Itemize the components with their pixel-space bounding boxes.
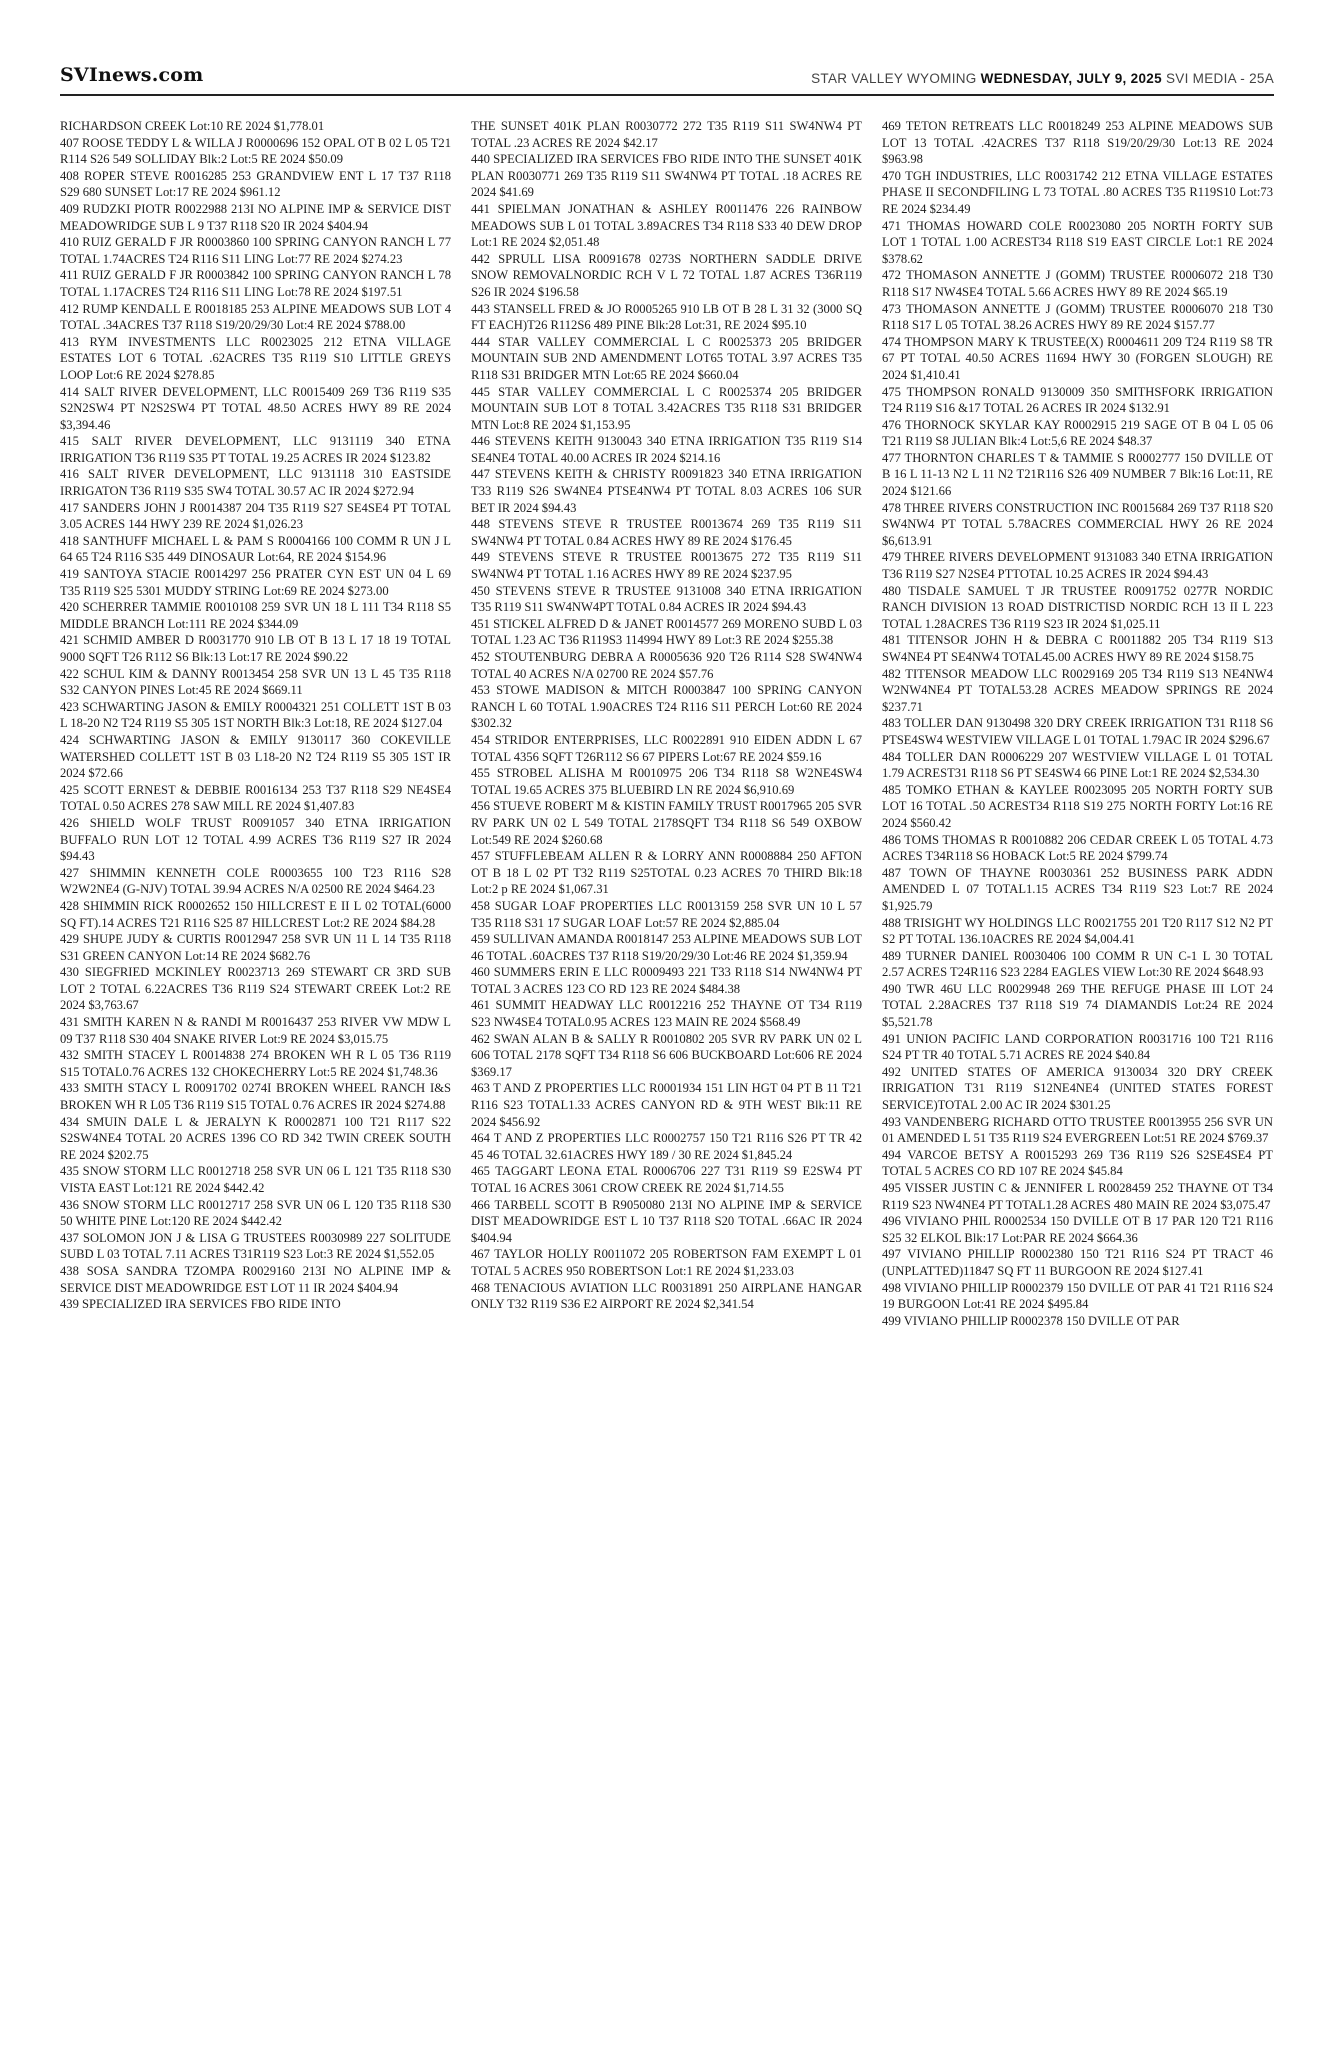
notice-entry: 467 TAYLOR HOLLY R0011072 205 ROBERTSON FAM EXEMPT L 01 TOTAL 5 ACRES 950 ROBERTSON Lot:1 RE 2024 $1,233.03 — [471, 1247, 862, 1278]
notice-entry: 408 ROPER STEVE R0016285 253 GRANDVIEW ENT L 17 T37 R118 S29 680 SUNSET Lot:17 RE 2024 $961.12 — [60, 168, 451, 200]
notice-entry: 432 SMITH STACEY L R0014838 274 BROKEN WH R L 05 T36 R119 S15 TOTAL0.76 ACRES 132 CHOKECHERRY Lot:5 RE 2024 $1,748.36 — [60, 1048, 451, 1079]
notice-entry: 490 TWR 46U LLC R0029948 269 THE REFUGE PHASE III LOT 24 TOTAL 2.28ACRES T37 R118 S19 74 DIAMANDIS Lot:24 RE 2024 $5,521.78 — [882, 981, 1273, 1030]
notice-entry: 414 SALT RIVER DEVELOPMENT, LLC R0015409 269 T36 R119 S35 S2N2SW4 PT N2S2SW4 PT TOTAL 48.50 ACRES HWY 89 RE 2024 $3,394.46 — [60, 384, 451, 432]
notice-entry: 495 VISSER JUSTIN C & JENNIFER L R0028459 252 THAYNE OT T34 R119 S23 NW4NE4 PT TOTAL1.28 ACRES 480 MAIN RE 2024 $3,075.47 — [882, 1181, 1273, 1212]
notice-entry: 423 SCHWARTING JASON & EMILY R0004321 251 COLLETT 1ST B 03 L 18-20 N2 T24 R119 S5 305 1ST NORTH Blk:3 Lot:18, RE 2024 $127.04 — [60, 699, 451, 731]
notice-entry: 438 SOSA SANDRA TZOMPA R0029160 213I NO ALPINE IMP & SERVICE DIST MEADOWRIDGE EST LOT 11 IR 2024 $404.94 — [60, 1263, 451, 1295]
notice-entry: 422 SCHUL KIM & DANNY R0013454 258 SVR UN 13 L 45 T35 R118 S32 CANYON PINES Lot:45 RE 2024 $669.11 — [60, 666, 451, 698]
notice-entry: 487 TOWN OF THAYNE R0030361 252 BUSINESS PARK ADDN AMENDED L 07 TOTAL1.15 ACRES T34 R119 S23 Lot:7 RE 2024 $1,925.79 — [882, 865, 1273, 913]
notice-entry: 486 TOMS THOMAS R R0010882 206 CEDAR CREEK L 05 TOTAL 4.73 ACRES T34R118 S6 HOBACK Lot:5 RE 2024 $799.74 — [882, 832, 1273, 864]
notice-entry: 492 UNITED STATES OF AMERICA 9130034 320 DRY CREEK IRRIGATION T31 R119 S12NE4NE4 (UNITED STATES FOREST SERVICE)TOTAL 2.00 AC IR 2024 $301.25 — [882, 1064, 1273, 1113]
notice-entry: 412 RUMP KENDALL E R0018185 253 ALPINE MEADOWS SUB LOT 4 TOTAL .34ACRES T37 R118 S19/20/29/30 Lot:4 RE 2024 $788.00 — [60, 301, 451, 333]
notice-entry: 417 SANDERS JOHN J R0014387 204 T35 R119 S27 SE4SE4 PT TOTAL 3.05 ACRES 144 HWY 239 RE 2024 $1,026.23 — [60, 500, 451, 532]
notice-entry: 456 STUEVE ROBERT M & KISTIN FAMILY TRUST R0017965 205 SVR RV PARK UN 02 L 549 TOTAL 2178SQFT T34 R118 S6 549 OXBOW Lot:549 RE 2024 $260.68 — [471, 799, 862, 847]
notice-entry: 473 THOMASON ANNETTE J (GOMM) TRUSTEE R0006070 218 T30 R118 S17 L 05 TOTAL 38.26 ACRES HWY 89 RE 2024 $157.77 — [882, 301, 1273, 333]
notice-entry: 451 STICKEL ALFRED D & JANET R0014577 269 MORENO SUBD L 03 TOTAL 1.23 AC T36 R119S3 114994 HWY 89 Lot:3 RE 2024 $255.38 — [471, 616, 862, 648]
notice-entry: 458 SUGAR LOAF PROPERTIES LLC R0013159 258 SVR UN 10 L 57 T35 R118 S31 17 SUGAR LOAF Lot:57 RE 2024 $2,885.04 — [471, 898, 862, 930]
notice-entry: 469 TETON RETREATS LLC R0018249 253 ALPINE MEADOWS SUB LOT 13 TOTAL .42ACRES T37 R118 S19/20/29/30 Lot:13 RE 2024 $963.98 — [882, 119, 1273, 167]
notice-entry: 463 T AND Z PROPERTIES LLC R0001934 151 LIN HGT 04 PT B 11 T21 R116 S23 TOTAL1.33 ACRES CANYON RD & 9TH WEST Blk:11 RE 2024 $456.92 — [471, 1081, 862, 1129]
notice-entry: 480 TISDALE SAMUEL T JR TRUSTEE R0091752 0277R NORDIC RANCH DIVISION 13 ROAD DISTRICTISD NORDIC RCH 13 II L 223 TOTAL 1.28ACRES T36 R119 S23 IR 2024 $1,025.11 — [882, 583, 1273, 631]
notice-entry: 499 VIVIANO PHILLIP R0002378 150 DVILLE OT PAR — [882, 1313, 1180, 1328]
notice-entry: 445 STAR VALLEY COMMERCIAL L C R0025374 205 BRIDGER MOUNTAIN SUB LOT 8 TOTAL 3.42ACRES T35 R118 S31 BRIDGER MTN Lot:8 RE 2024 $1,153.95 — [471, 384, 862, 432]
notice-entry: 421 SCHMID AMBER D R0031770 910 LB OT B 13 L 17 18 19 TOTAL 9000 SQFT T26 R112 S6 Blk:13 Lot:17 RE 2024 $90.22 — [60, 633, 451, 664]
site-name[interactable]: SVInews.com — [60, 64, 204, 86]
notice-entry: 441 SPIELMAN JONATHAN & ASHLEY R0011476 226 RAINBOW MEADOWS SUB L 01 TOTAL 3.89ACRES T34 R118 S33 40 DEW DROP Lot:1 RE 2024 $2,051.48 — [471, 201, 862, 250]
notice-entry: 446 STEVENS KEITH 9130043 340 ETNA IRRIGATION T35 R119 S14 SE4NE4 TOTAL 40.00 ACRES IR 2024 $214.16 — [471, 434, 862, 465]
notice-entry: 439 SPECIALIZED IRA SERVICES FBO RIDE INTO — [60, 1297, 341, 1312]
notice-entry: 437 SOLOMON JON J & LISA G TRUSTEES R0030989 227 SOLITUDE SUBD L 03 TOTAL 7.11 ACRES T31R119 S23 Lot:3 RE 2024 $1,552.05 — [60, 1230, 451, 1262]
notice-entry: 454 STRIDOR ENTERPRISES, LLC R0022891 910 EIDEN ADDN L 67 TOTAL 4356 SQFT T26R112 S6 67 PIPERS Lot:67 RE 2024 $59.16 — [471, 732, 862, 764]
notice-entry: 436 SNOW STORM LLC R0012717 258 SVR UN 06 L 120 T35 R118 S30 50 WHITE PINE Lot:120 RE 2024 $442.42 — [60, 1197, 451, 1229]
notice-entry: 431 SMITH KAREN N & RANDI M R0016437 253 RIVER VW MDW L 09 T37 R118 S30 404 SNAKE RIVER Lot:9 RE 2024 $3,015.75 — [60, 1015, 451, 1046]
notice-entry: RICHARDSON CREEK Lot:10 RE 2024 $1,778.01 — [60, 119, 325, 133]
notice-entry: 484 TOLLER DAN R0006229 207 WESTVIEW VILLAGE L 01 TOTAL 1.79 ACREST31 R118 S6 PT SE4SW4 66 PINE Lot:1 RE 2024 $2,534.30 — [882, 749, 1273, 781]
notice-entry: 453 STOWE MADISON & MITCH R0003847 100 SPRING CANYON RANCH L 60 TOTAL 1.90ACRES T24 R116 S11 PERCH Lot:60 RE 2024 $302.32 — [471, 683, 862, 731]
notice-entry: 450 STEVENS STEVE R TRUSTEE 9131008 340 ETNA IRRIGATION T35 R119 S11 SW4NW4PT TOTAL 0.84 ACRES IR 2024 $94.43 — [471, 583, 862, 615]
notice-entry: 493 VANDENBERG RICHARD OTTO TRUSTEE R0013955 256 SVR UN 01 AMENDED L 51 T35 R119 S24 EVERGREEN Lot:51 RE 2024 $769.37 — [882, 1114, 1273, 1146]
column-3 — [882, 118, 1273, 2014]
notice-entry: 413 RYM INVESTMENTS LLC R0023025 212 ETNA VILLAGE ESTATES LOT 6 TOTAL .62ACRES T35 R119 S10 LITTLE GREYS LOOP Lot:6 RE 2024 $278.85 — [60, 334, 451, 382]
notice-entry: 470 TGH INDUSTRIES, LLC R0031742 212 ETNA VILLAGE ESTATES PHASE II SECONDFILING L 73 TOTAL .80 ACRES T35 R119S10 Lot:73 RE 2024 $234.49 — [882, 168, 1273, 216]
notice-entry: 419 SANTOYA STACIE R0014297 256 PRATER CYN EST UN 04 L 69 T35 R119 S25 5301 MUDDY STRING Lot:69 RE 2024 $273.00 — [60, 567, 451, 598]
notice-entry: 481 TITENSOR JOHN H & DEBRA C R0011882 205 T34 R119 S13 SW4NE4 PT SE4NW4 TOTAL45.00 ACRES HWY 89 RE 2024 $158.75 — [882, 633, 1273, 664]
notice-entry: 430 SIEGFRIED MCKINLEY R0023713 269 STEWART CR 3RD SUB LOT 2 TOTAL 6.22ACRES T36 R119 S24 STEWART CREEK Lot:2 RE 2024 $3,763.67 — [60, 965, 451, 1013]
notice-entry: 482 TITENSOR MEADOW LLC R0029169 205 T34 R119 S13 NE4NW4 W2NW4NE4 PT TOTAL53.28 ACRES MEADOW SPRINGS RE 2024 $237.71 — [882, 666, 1273, 714]
column-1 — [60, 118, 451, 2014]
notice-entry: 461 SUMMIT HEADWAY LLC R0012216 252 THAYNE OT T34 R119 S23 NW4SE4 TOTAL0.95 ACRES 123 MAIN RE 2024 $568.49 — [471, 998, 862, 1030]
notice-entry: 466 TARBELL SCOTT B R9050080 213I NO ALPINE IMP & SERVICE DIST MEADOWRIDGE EST L 10 T37 R118 S20 TOTAL .66AC IR 2024 $404.94 — [471, 1197, 862, 1245]
notice-entry: 459 SULLIVAN AMANDA R0018147 253 ALPINE MEADOWS SUB LOT 46 TOTAL .60ACRES T37 R118 S19/20/29/30 Lot:46 RE 2024 $1,359.94 — [471, 932, 862, 963]
notice-entry: 447 STEVENS KEITH & CHRISTY R0091823 340 ETNA IRRIGATION T33 R119 S26 SW4NE4 PTSE4NW4 PT TOTAL 8.03 ACRES 106 SUR BET IR 2024 $94.43 — [471, 467, 862, 515]
notice-entry: 485 TOMKO ETHAN & KAYLEE R0023095 205 NORTH FORTY SUB LOT 16 TOTAL .50 ACREST34 R118 S19 275 NORTH FORTY Lot:16 RE 2024 $560.42 — [882, 782, 1273, 830]
notice-entry: 464 T AND Z PROPERTIES LLC R0002757 150 T21 R116 S26 PT TR 42 45 46 TOTAL 32.61ACRES HWY 189 / 30 RE 2024 $1,845.24 — [471, 1131, 862, 1162]
edition-prefix: STAR VALLEY WYOMING — [811, 71, 981, 86]
notice-entry: 475 THOMPSON RONALD 9130009 350 SMITHSFORK IRRIGATION T24 R119 S16 &17 TOTAL 26 ACRES IR 2024 $132.91 — [882, 384, 1273, 416]
notice-entry: 443 STANSELL FRED & JO R0005265 910 LB OT B 28 L 31 32 (3000 SQ FT EACH)T26 R112S6 489 PINE Blk:28 Lot:31, RE 2024 $95.10 — [471, 301, 862, 333]
notice-entry: 474 THOMPSON MARY K TRUSTEE(X) R0004611 209 T24 R119 S8 TR 67 PT TOTAL 40.50 ACRES 11694 HWY 30 (FORGEN SLOUGH) RE 2024 $1,410.41 — [882, 334, 1273, 382]
notice-entry: 483 TOLLER DAN 9130498 320 DRY CREEK IRRIGATION T31 R118 S6 PTSE4SW4 WESTVIEW VILLAGE L 01 TOTAL 1.79AC IR 2024 $296.67 — [882, 716, 1273, 747]
notice-entry: 489 TURNER DANIEL R0030406 100 COMM R UN C-1 L 30 TOTAL 2.57 ACRES T24R116 S23 2284 EAGLES VIEW Lot:30 RE 2024 $648.93 — [882, 948, 1273, 980]
notice-entry: THE SUNSET 401K PLAN R0030772 272 T35 R119 S11 SW4NW4 PT TOTAL .23 ACRES RE 2024 $42.17 — [471, 119, 862, 150]
notice-entry: 497 VIVIANO PHILLIP R0002380 150 T21 R116 S24 PT TRACT 46 (UNPLATTED)11847 SQ FT 11 BURGOON RE 2024 $127.41 — [882, 1247, 1273, 1278]
notice-entry: 498 VIVIANO PHILLIP R0002379 150 DVILLE OT PAR 41 T21 R116 S24 19 BURGOON Lot:41 RE 2024 $495.84 — [882, 1280, 1273, 1312]
notice-entry: 415 SALT RIVER DEVELOPMENT, LLC 9131119 340 ETNA IRRIGATION T36 R119 S35 PT TOTAL 19.25 ACRES IR 2024 $123.82 — [60, 434, 451, 465]
notice-entry: 479 THREE RIVERS DEVELOPMENT 9131083 340 ETNA IRRIGATION T36 R119 S27 N2SE4 PTTOTAL 10.25 ACRES IR 2024 $94.43 — [882, 550, 1273, 582]
notice-entry: 442 SPRULL LISA R0091678 0273S NORTHERN SADDLE DRIVE SNOW REMOVALNORDIC RCH V L 72 TOTAL 1.87 ACRES T36R119 S26 IR 2024 $196.58 — [471, 251, 862, 299]
notice-entry: 457 STUFFLEBEAM ALLEN R & LORRY ANN R0008884 250 AFTON OT B 18 L 02 PT T32 R119 S25TOTAL 0.23 ACRES 70 THIRD Blk:18 Lot:2 p RE 2024 $1,067.31 — [471, 849, 862, 897]
notice-entry: 426 SHIELD WOLF TRUST R0091057 340 ETNA IRRIGATION BUFFALO RUN LOT 12 TOTAL 4.99 ACRES T36 R119 S27 IR 2024 $94.43 — [60, 815, 451, 864]
column-2 — [471, 118, 862, 2014]
notice-entry: 428 SHIMMIN RICK R0002652 150 HILLCREST E II L 02 TOTAL(6000 SQ FT).14 ACRES T21 R116 S25 87 HILLCREST Lot:2 RE 2024 $84.28 — [60, 898, 451, 930]
notice-entry: 410 RUIZ GERALD F JR R0003860 100 SPRING CANYON RANCH L 77 TOTAL 1.74ACRES T24 R116 S11 LING Lot:77 RE 2024 $274.23 — [60, 235, 451, 266]
notice-entry: 471 THOMAS HOWARD COLE R0023080 205 NORTH FORTY SUB LOT 1 TOTAL 1.00 ACREST34 R118 S19 EAST CIRCLE Lot:1 RE 2024 $378.62 — [882, 218, 1273, 266]
notice-entry: 476 THORNOCK SKYLAR KAY R0002915 219 SAGE OT B 04 L 05 06 T21 R119 S8 JULIAN Blk:4 Lot:5,6 RE 2024 $48.37 — [882, 417, 1273, 449]
notice-entry: 455 STROBEL ALISHA M R0010975 206 T34 R118 S8 W2NE4SW4 TOTAL 19.65 ACRES 375 BLUEBIRD LN RE 2024 $6,910.69 — [471, 766, 862, 797]
notice-entry: 420 SCHERRER TAMMIE R0010108 259 SVR UN 18 L 111 T34 R118 S5 MIDDLE BRANCH Lot:111 RE 2024 $344.09 — [60, 600, 451, 631]
header-rule — [60, 94, 1274, 96]
notice-entry: 444 STAR VALLEY COMMERCIAL L C R0025373 205 BRIDGER MOUNTAIN SUB 2ND AMENDMENT LOT65 TOTAL 3.97 ACRES T35 R118 S31 BRIDGER MTN Lot:65 RE 2024 $660.04 — [471, 334, 862, 382]
notice-entry: 449 STEVENS STEVE R TRUSTEE R0013675 272 T35 R119 S11 SW4NW4 PT TOTAL 1.16 ACRES HWY 89 RE 2024 $237.95 — [471, 550, 862, 582]
notice-entry: 448 STEVENS STEVE R TRUSTEE R0013674 269 T35 R119 S11 SW4NW4 PT TOTAL 0.84 ACRES HWY 89 RE 2024 $176.45 — [471, 517, 862, 548]
notice-entry: 407 ROOSE TEDDY L & WILLA J R0000696 152 OPAL OT B 02 L 05 T21 R114 S26 549 SOLLIDAY Blk:2 Lot:5 RE 2024 $50.09 — [60, 135, 451, 167]
notice-entry: 491 UNION PACIFIC LAND CORPORATION R0031716 100 T21 R116 S24 PT TR 40 TOTAL 5.71 ACRES RE 2024 $40.84 — [882, 1031, 1273, 1063]
notice-entry: 472 THOMASON ANNETTE J (GOMM) TRUSTEE R0006072 218 T30 R118 S17 NW4SE4 TOTAL 5.66 ACRES HWY 89 RE 2024 $65.19 — [882, 268, 1273, 299]
notice-entry: 411 RUIZ GERALD F JR R0003842 100 SPRING CANYON RANCH L 78 TOTAL 1.17ACRES T24 R116 S11 LING Lot:78 RE 2024 $197.51 — [60, 268, 451, 299]
notice-entry: 418 SANTHUFF MICHAEL L & PAM S R0004166 100 COMM R UN J L 64 65 T24 R116 S35 449 DINOSAUR Lot:64, RE 2024 $154.96 — [60, 533, 451, 565]
notice-entry: 488 TRISIGHT WY HOLDINGS LLC R0021755 201 T20 R117 S12 N2 PT S2 PT TOTAL 136.10ACRES RE 2024 $4,004.41 — [882, 915, 1273, 947]
notice-entry: 425 SCOTT ERNEST & DEBBIE R0016134 253 T37 R118 S29 NE4SE4 TOTAL 0.50 ACRES 278 SAW MILL RE 2024 $1,407.83 — [60, 782, 451, 814]
notice-entry: 460 SUMMERS ERIN E LLC R0009493 221 T33 R118 S14 NW4NW4 PT TOTAL 3 ACRES 123 CO RD 123 RE 2024 $484.38 — [471, 965, 862, 996]
notice-entry: 440 SPECIALIZED IRA SERVICES FBO RIDE INTO THE SUNSET 401K PLAN R0030771 269 T35 R119 S11 SW4NW4 PT TOTAL .18 ACRES RE 2024 $41.69 — [471, 152, 862, 200]
notice-entry: 409 RUDZKI PIOTR R0022988 213I NO ALPINE IMP & SERVICE DIST MEADOWRIDGE SUB L 9 T37 R118 S20 IR 2024 $404.94 — [60, 201, 451, 233]
notice-entry: 434 SMUIN DALE L & JERALYN K R0002871 100 T21 R117 S22 S2SW4NE4 TOTAL 20 ACRES 1396 CO RD 342 TWIN CREEK SOUTH RE 2024 $202.75 — [60, 1114, 451, 1162]
issue-date: WEDNESDAY, JULY 9, 2025 — [980, 71, 1162, 86]
edition-line — [811, 71, 1274, 86]
notice-entry: 468 TENACIOUS AVIATION LLC R0031891 250 AIRPLANE HANGAR ONLY T32 R119 S36 E2 AIRPORT RE 2024 $2,341.54 — [471, 1280, 862, 1312]
notice-entry: 427 SHIMMIN KENNETH COLE R0003655 100 T23 R116 S28 W2W2NE4 (G-NJV) TOTAL 39.94 ACRES N/A 02500 RE 2024 $464.23 — [60, 865, 451, 897]
edition-suffix: SVI MEDIA - 25A — [1161, 71, 1274, 86]
notice-entry: 416 SALT RIVER DEVELOPMENT, LLC 9131118 310 EASTSIDE IRRIGATON T36 R119 S35 SW4 TOTAL 30.57 AC IR 2024 $272.94 — [60, 467, 451, 499]
notice-entry: 477 THORNTON CHARLES T & TAMMIE S R0002777 150 DVILLE OT B 16 L 11-13 N2 L 11 N2 T21R116 S26 409 NUMBER 7 Blk:16 Lot:11, RE 2024 $121.66 — [882, 450, 1273, 499]
notice-entry: 496 VIVIANO PHIL R0002534 150 DVILLE OT B 17 PAR 120 T21 R116 S25 32 ELKOL Blk:17 Lot:PAR RE 2024 $664.36 — [882, 1214, 1273, 1245]
notice-entry: 424 SCHWARTING JASON & EMILY 9130117 360 COKEVILLE WATERSHED COLLETT 1ST B 03 L18-20 N2 T24 R119 S5 305 1ST IR 2024 $72.66 — [60, 732, 451, 781]
notice-entry: 433 SMITH STACY L R0091702 0274I BROKEN WHEEL RANCH I&S BROKEN WH R L05 T36 R119 S15 TOTAL 0.76 ACRES IR 2024 $274.88 — [60, 1081, 451, 1113]
masthead — [60, 56, 1274, 86]
notice-entry: 465 TAGGART LEONA ETAL R0006706 227 T31 R119 S9 E2SW4 PT TOTAL 16 ACRES 3061 CROW CREEK RE 2024 $1,714.55 — [471, 1164, 862, 1195]
notice-entry: 452 STOUTENBURG DEBRA A R0005636 920 T26 R114 S28 SW4NW4 TOTAL 40 ACRES N/A 02700 RE 2024 $57.76 — [471, 650, 862, 681]
notice-entry: 462 SWAN ALAN B & SALLY R R0010802 205 SVR RV PARK UN 02 L 606 TOTAL 2178 SQFT T34 R118 S6 606 BUCKBOARD Lot:606 RE 2024 $369.17 — [471, 1031, 862, 1079]
notice-entry: 478 THREE RIVERS CONSTRUCTION INC R0015684 269 T37 R118 S20 SW4NW4 PT TOTAL 5.78ACRES COMMERCIAL HWY 26 RE 2024 $6,613.91 — [882, 500, 1273, 548]
notice-entry: 435 SNOW STORM LLC R0012718 258 SVR UN 06 L 121 T35 R118 S30 VISTA EAST Lot:121 RE 2024 $442.42 — [60, 1164, 451, 1195]
notice-entry: 494 VARCOE BETSY A R0015293 269 T36 R119 S26 S2SE4SE4 PT TOTAL 5 ACRES CO RD 107 RE 2024 $45.84 — [882, 1147, 1273, 1179]
legal-notice-columns — [60, 118, 1274, 2014]
notice-entry: 429 SHUPE JUDY & CURTIS R0012947 258 SVR UN 11 L 14 T35 R118 S31 GREEN CANYON Lot:14 RE 2024 $682.76 — [60, 932, 451, 963]
